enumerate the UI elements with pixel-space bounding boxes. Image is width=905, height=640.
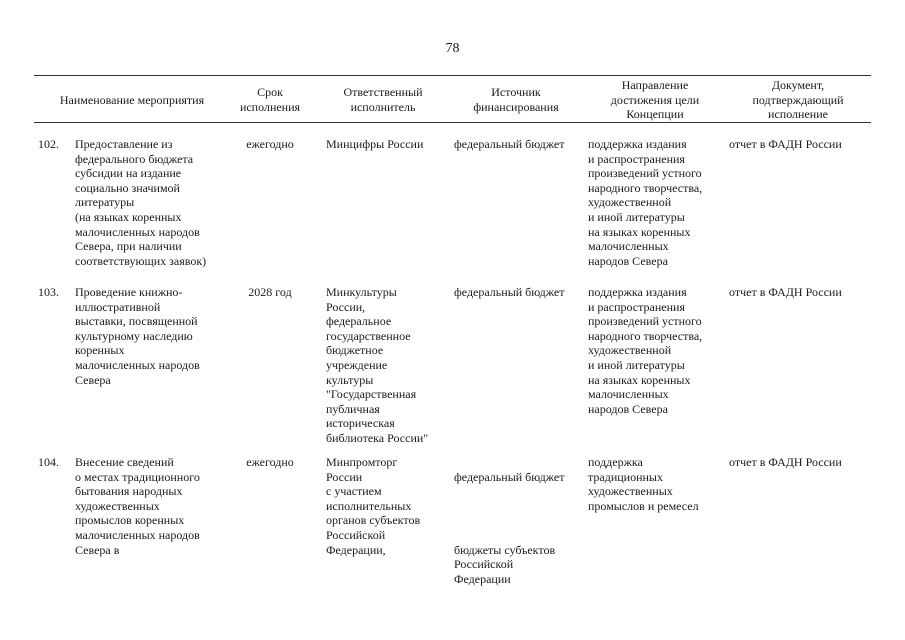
- row-direction: поддержка издания и распространения произведений устного народного творчества, художественной и иной литературы на языках коренных малочисленных народов Севера: [588, 285, 703, 416]
- row-number: 103.: [38, 285, 59, 299]
- header-term: Срок исполнения: [239, 85, 301, 114]
- row-direction: поддержка издания и распространения произведений устного народного творчества, художественной и иной литературы на языках коренных малочисленных народов Севера: [588, 137, 703, 268]
- header-document: Документ, подтверждающий исполнение: [752, 78, 844, 122]
- row-funding: федеральный бюджет: [454, 285, 565, 299]
- row-name: Предоставление из федерального бюджета субсидии на издание социально значимой литературы (на языках коренных малочисленных народов Севера, при наличии соответствующих заявок): [75, 137, 207, 268]
- funding-spacer: [454, 484, 580, 499]
- row-name: Внесение сведений о местах традиционного бытования народных художественных промыслов коренных малочисленных народов Севера в: [75, 455, 200, 557]
- row-document: отчет в ФАДН России: [729, 455, 842, 469]
- table-header-bottom-rule: [34, 122, 871, 123]
- row-responsible: Минкультуры России, федеральное государственное бюджетное учреждение культуры "Государственная публичная историческая библиотека России": [326, 285, 429, 445]
- funding-regional: бюджеты субъектов Российской Федерации: [454, 542, 556, 586]
- header-funding: Источник финансирования: [473, 85, 559, 114]
- row-document: отчет в ФАДН России: [729, 285, 842, 299]
- page-number: 78: [445, 41, 460, 56]
- funding-federal: федеральный бюджет: [454, 469, 565, 484]
- row-direction: поддержка традиционных художественных промыслов и ремесел: [588, 455, 699, 513]
- row-responsible: Минпромторг России с участием исполнительных органов субъектов Российской Федерации,: [326, 455, 421, 557]
- row-term: 2028 год: [248, 285, 292, 299]
- row-term: ежегодно: [246, 137, 294, 151]
- row-number: 104.: [38, 455, 59, 469]
- table-header-top-rule: [34, 75, 871, 76]
- funding-spacer: [454, 513, 580, 528]
- row-funding: федеральный бюджет: [454, 137, 565, 151]
- row-responsible: Минцифры России: [326, 137, 424, 151]
- row-document: отчет в ФАДН России: [729, 137, 842, 151]
- row-funding: [454, 455, 580, 601]
- row-name: Проведение книжно- иллюстративной выставки, посвященной культурному наследию коренных малочисленных народов Севера: [75, 285, 200, 387]
- row-term: ежегодно: [246, 455, 294, 469]
- row-number: 102.: [38, 137, 59, 151]
- header-responsible: Ответственный исполнитель: [343, 85, 423, 114]
- header-name: Наименование мероприятия: [59, 93, 205, 107]
- header-direction: Направление достижения цели Концепции: [610, 78, 700, 122]
